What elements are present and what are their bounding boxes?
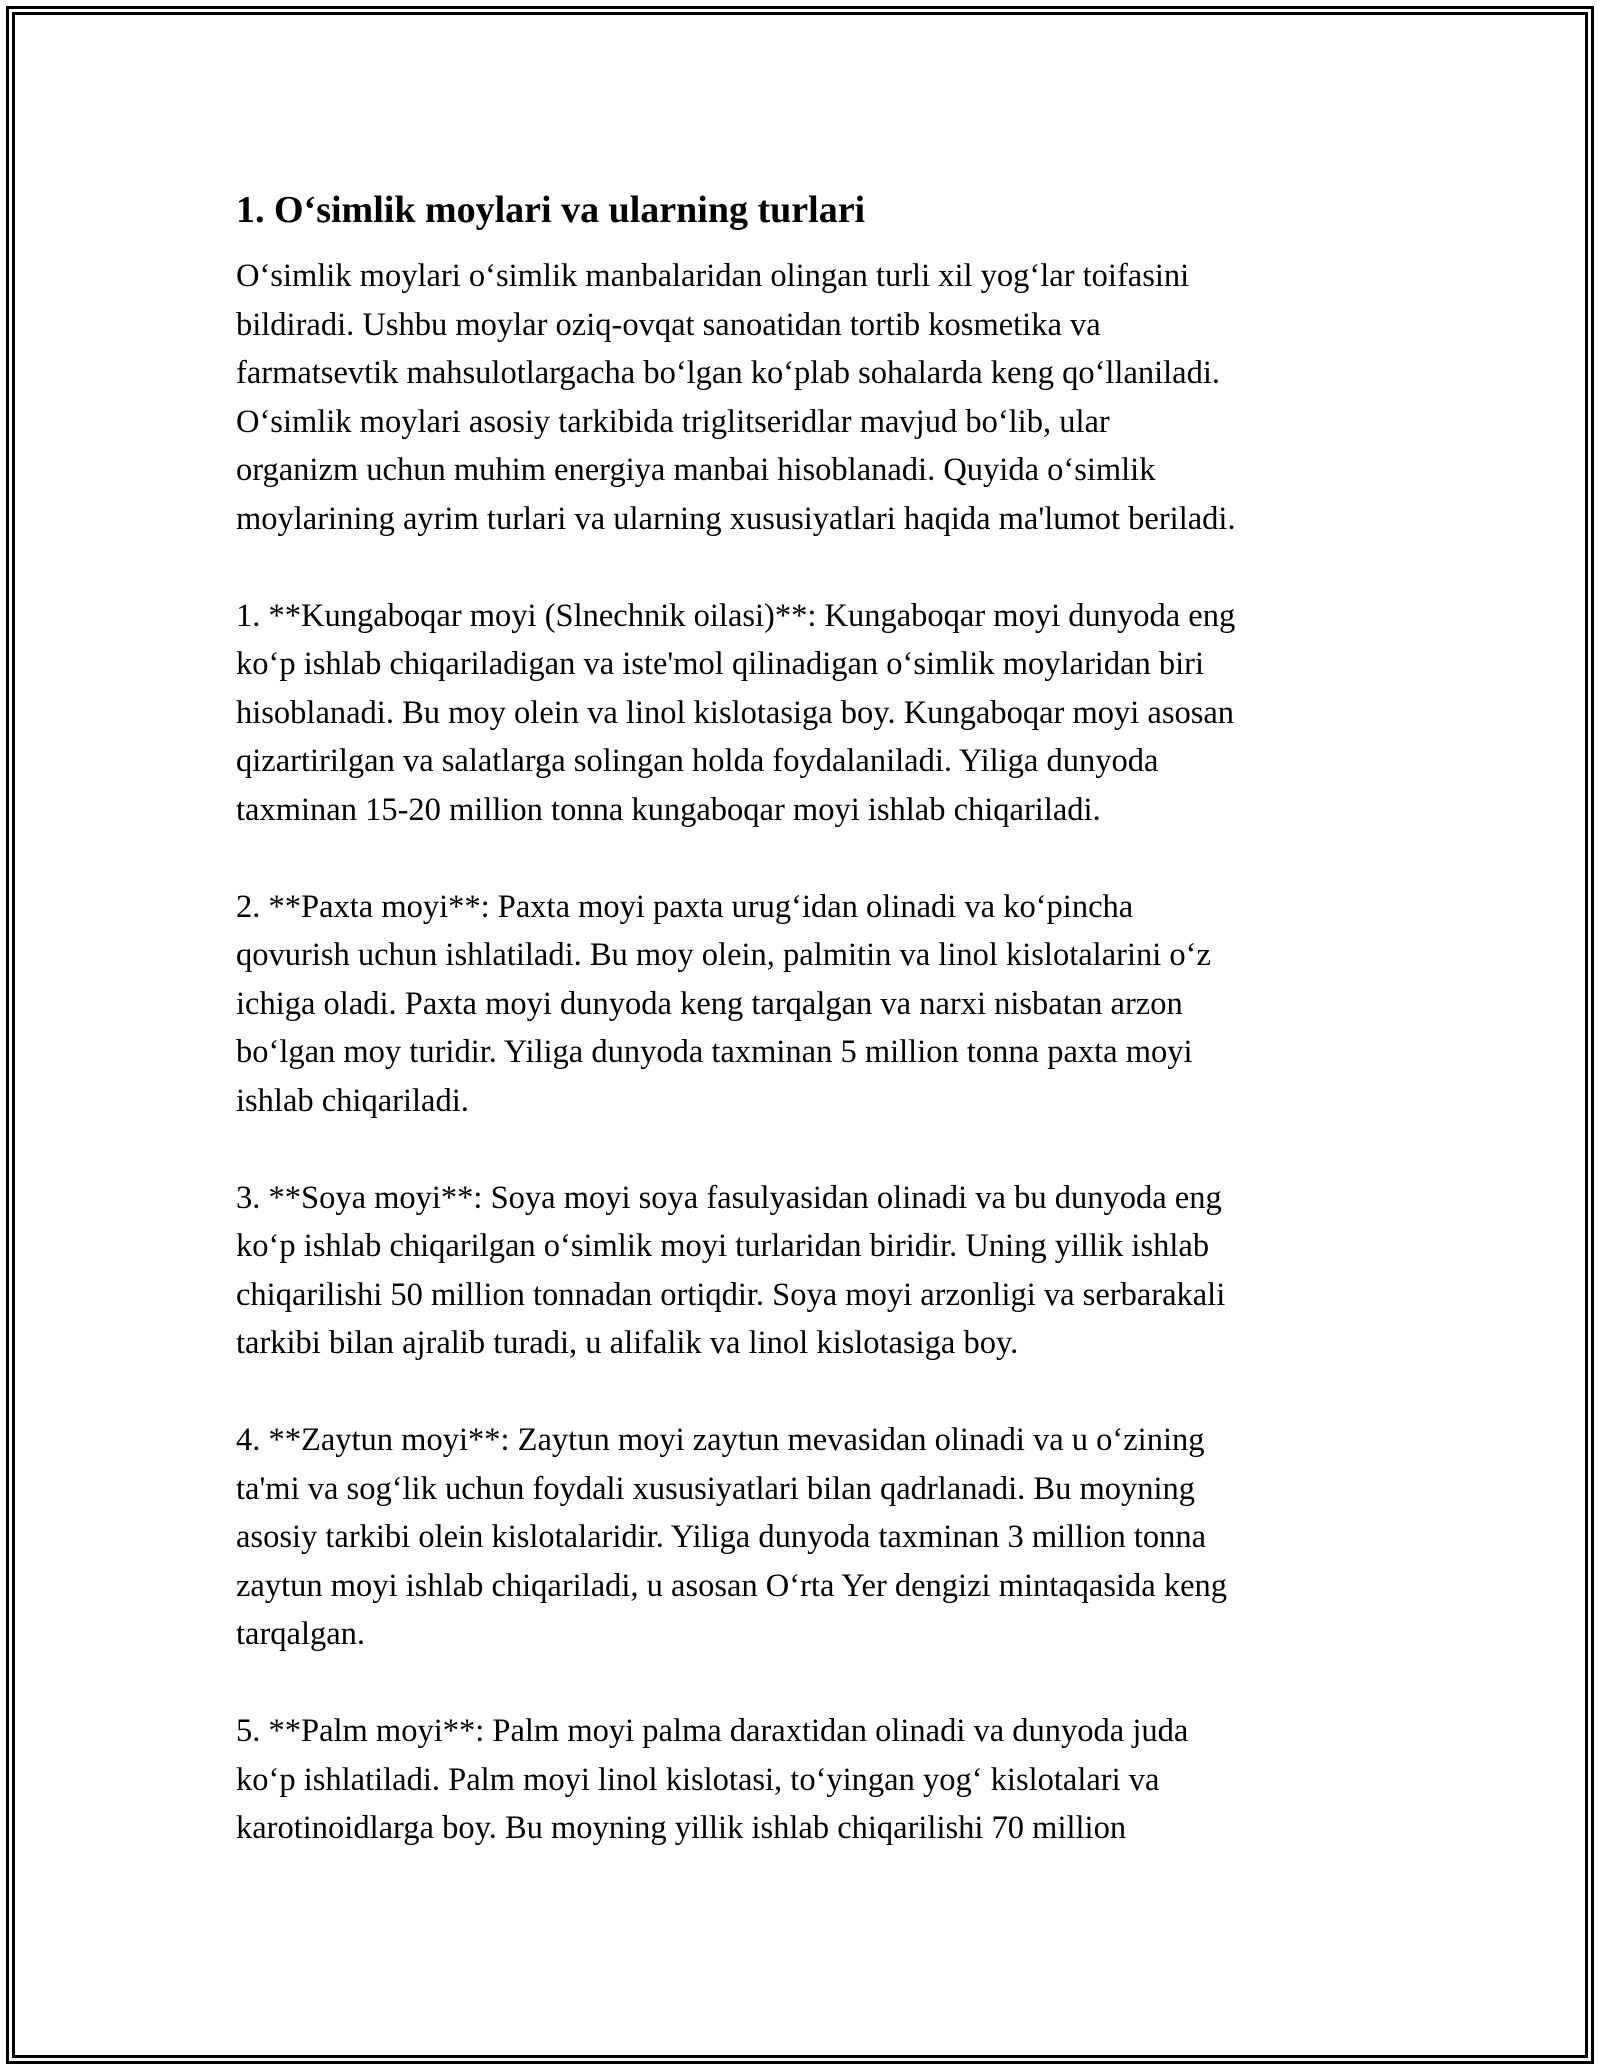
- paragraph-soya: [236, 1174, 1366, 1368]
- text-line: 2. **Paxta moyi**: Paxta moyi paxta urug‘idan olinadi va ko‘pincha: [236, 888, 1134, 925]
- text-line: hisoblanadi. Bu moy olein va linol kislotasiga boy. Kungaboqar moyi asosan: [236, 694, 1235, 731]
- text-line: moylarining ayrim turlari va ularning xususiyatlari haqida ma'lumot beriladi.: [236, 500, 1236, 537]
- text-line: asosiy tarkibi olein kislotalaridir. Yiliga dunyoda taxminan 3 million tonna: [236, 1519, 1207, 1555]
- paragraph-palm: [236, 1707, 1366, 1853]
- text-line: qovurish uchun ishlatiladi. Bu moy olein, palmitin va linol kislotalarini o‘z: [236, 937, 1211, 973]
- text-line: ichiga oladi. Paxta moyi dunyoda keng tarqalgan va narxi nisbatan arzon: [236, 985, 1183, 1022]
- paragraph-intro: [236, 252, 1366, 543]
- text-line: 5. **Palm moyi**: Palm moyi palma daraxtidan olinadi va dunyoda juda: [236, 1713, 1189, 1749]
- document-body: [236, 186, 1366, 1853]
- text-line: 4. **Zaytun moyi**: Zaytun moyi zaytun mevasidan olinadi va u o‘zining: [236, 1422, 1205, 1458]
- text-line: bo‘lgan moy turidir. Yiliga dunyoda taxminan 5 million tonna paxta moyi: [236, 1034, 1193, 1070]
- text-line: bildiradi. Ushbu moylar oziq-ovqat sanoatidan tortib kosmetika va: [236, 306, 1101, 343]
- text-line: chiqarilishi 50 million tonnadan ortiqdir. Soya moyi arzonligi va serbarakali: [236, 1276, 1226, 1313]
- text-line: organizm uchun muhim energiya manbai hisoblanadi. Quyida o‘simlik: [236, 452, 1156, 488]
- text-line: tarkibi bilan ajralib turadi, u alifalik va linol kislotasiga boy.: [236, 1325, 1019, 1361]
- text-line: ko‘p ishlatiladi. Palm moyi linol kislotasi, to‘yingan yog‘ kislotalari va: [236, 1761, 1160, 1798]
- text-line: qizartirilgan va salatlarga solingan holda foydalaniladi. Yiliga dunyoda: [236, 743, 1159, 779]
- text-line: farmatsevtik mahsulotlargacha bo‘lgan ko‘plab sohalarda keng qo‘llaniladi.: [236, 355, 1221, 391]
- page-title: 1. O‘simlik moylari va ularning turlari: [236, 189, 866, 231]
- text-line: karotinoidlarga boy. Bu moyning yillik ishlab chiqarilishi 70 million: [236, 1810, 1127, 1846]
- text-line: 3. **Soya moyi**: Soya moyi soya fasulyasidan olinadi va bu dunyoda eng: [236, 1179, 1222, 1216]
- paragraph-paxta: [236, 883, 1366, 1126]
- text-line: O‘simlik moylari asosiy tarkibida triglitseridlar mavjud bo‘lib, ular: [236, 403, 1110, 440]
- text-line: O‘simlik moylari o‘simlik manbalaridan olingan turli xil yog‘lar toifasini: [236, 258, 1190, 294]
- paragraph-zaytun: [236, 1416, 1366, 1659]
- text-line: tarqalgan.: [236, 1616, 366, 1652]
- text-line: ishlab chiqariladi.: [236, 1082, 469, 1119]
- text-line: ko‘p ishlab chiqariladigan va iste'mol qilinadigan o‘simlik moylaridan biri: [236, 646, 1205, 682]
- text-line: ko‘p ishlab chiqarilgan o‘simlik moyi turlaridan biridir. Uning yillik ishlab: [236, 1228, 1210, 1264]
- text-line: 1. **Kungaboqar moyi (Slnechnik oilasi)**: Kungaboqar moyi dunyoda eng: [236, 597, 1236, 634]
- text-line: ta'mi va sog‘lik uchun foydali xususiyatlari bilan qadrlanadi. Bu moyning: [236, 1470, 1196, 1507]
- text-line: zaytun moyi ishlab chiqariladi, u asosan O‘rta Yer dengizi mintaqasida keng: [236, 1567, 1228, 1604]
- text-line: taxminan 15-20 million tonna kungaboqar moyi ishlab chiqariladi.: [236, 791, 1101, 828]
- paragraph-kungaboqar: [236, 592, 1366, 835]
